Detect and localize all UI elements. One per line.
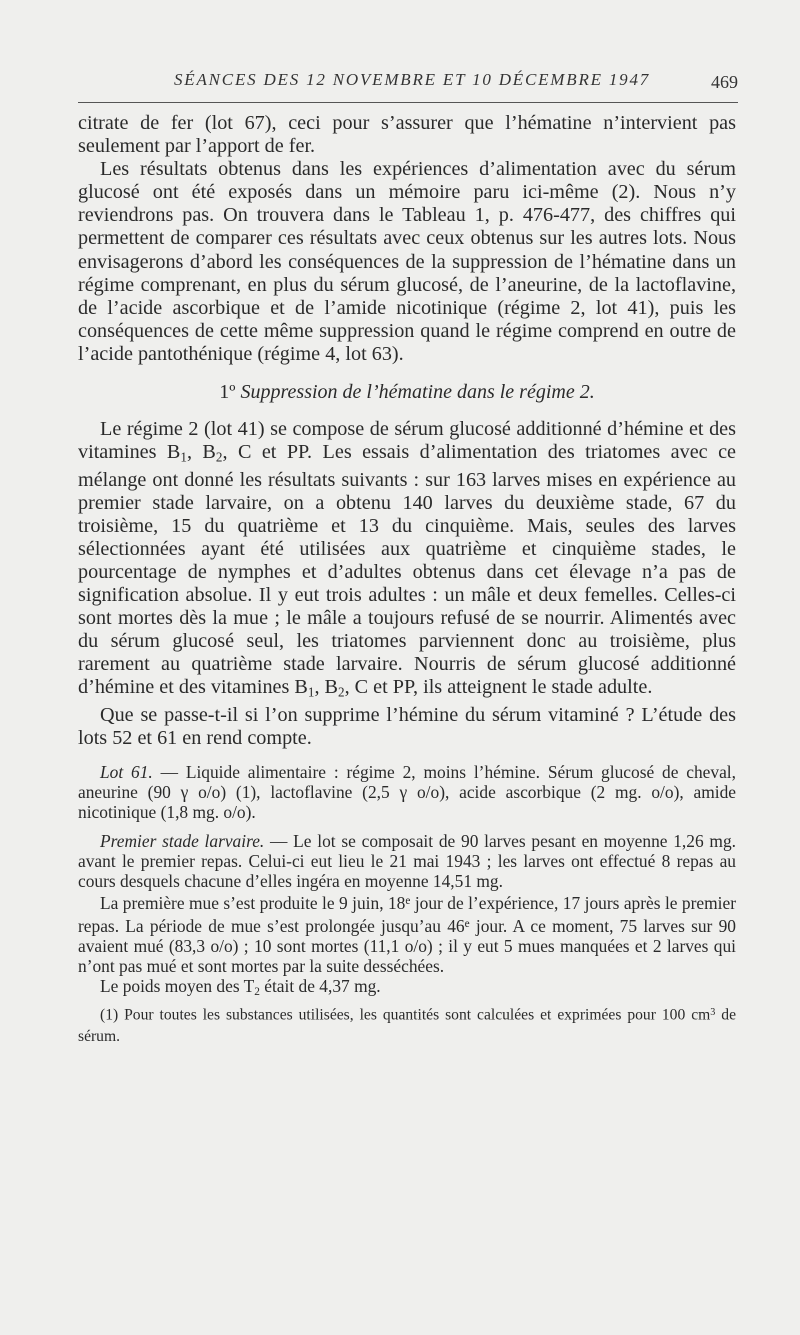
text-span: , B bbox=[186, 441, 216, 464]
superscript: e bbox=[464, 917, 470, 930]
page-number: 469 bbox=[711, 72, 738, 92]
main-text bbox=[78, 112, 736, 1047]
first-stage-paragraph bbox=[78, 831, 736, 892]
paragraph-regime-2 bbox=[78, 418, 736, 704]
lot-61-label: Lot 61. bbox=[100, 762, 153, 782]
section-title: Suppression de l’hématine dans le régime 2. bbox=[240, 381, 595, 404]
footnote bbox=[78, 1002, 736, 1047]
subscript: 2 bbox=[254, 986, 260, 998]
lot-61-description bbox=[78, 762, 736, 823]
first-stage-label: Premier stade larvaire. bbox=[100, 830, 265, 851]
text-span: de sérum. bbox=[78, 1006, 736, 1045]
superscript: 3 bbox=[710, 1007, 716, 1019]
text-span: , C et PP. Les essais d’alimentation des triatomes avec ce mélange ont donné les résultats suivants : sur 163 larves mises en expérience au premier stade larvaire, on a obtenu 140 larves du deuxième stade, 67 du troisième, 15 du quatrième et 13 du cinquième. Mais, seules des larves sélectionnées ayant été utilisées aux quatrième et cinquième stades, le pourcentage de nymphes et d’adultes obtenus dans cet élevage n’a pas de signification absolue. Il y eut trois adultes : un mâle et deux femelles. Celles-ci sont mortes dès la mue ; le mâle a toujours refusé de se nourrir. Alimentés avec du sérum glucosé seul, les triatomes parviennent donc au troisième, plus rarement au quatrième stade larvaire. Nourris de sérum glucosé additionné d’hémine et des vitamines B bbox=[78, 441, 736, 699]
molt-paragraph bbox=[78, 891, 736, 976]
subscript: 2 bbox=[338, 684, 345, 700]
subscript: 2 bbox=[215, 449, 223, 465]
paragraph-question: Que se passe-t-il si l’on supprime l’hémine du sérum vitaminé ? L’étude des lots 52 et 61 en rend compte. bbox=[78, 703, 736, 749]
text-span: , C et PP, ils atteignent le stade adulte. bbox=[344, 676, 653, 699]
text-span: était de 4,37 mg. bbox=[259, 976, 381, 997]
subscript: 1 bbox=[307, 684, 315, 700]
text-span: jour de l’expérience, 17 jours après le premier repas. La période de mue s’est prolongée jusqu’au 46 bbox=[78, 893, 736, 936]
text-span: La première mue s’est produite le 9 juin, 18 bbox=[100, 893, 406, 914]
text-span: — Le lot se composait de 90 larves pesant en moyenne 1,26 mg. avant le premier repas. Celui-ci eut lieu le 21 mai 1943 ; les larves ont effectué 8 repas au cours desquels chacune d’elles ingéra en moyenne 14,51 mg. bbox=[78, 830, 736, 892]
text-span: , B bbox=[314, 676, 338, 699]
section-number: 1º bbox=[219, 381, 236, 404]
header-title: SÉANCES DES 12 NOVEMBRE ET 10 DÉCEMBRE 1947 bbox=[174, 70, 651, 89]
text-span: (1) Pour toutes les substances utilisées, les quantités sont calculées et exprimées pour 100 cm bbox=[100, 1006, 711, 1024]
paragraph-continuation: citrate de fer (lot 67), ceci pour s’assurer que l’hématine n’intervient pas seulement par l’apport de fer. bbox=[78, 112, 736, 158]
superscript: e bbox=[405, 895, 411, 908]
paragraph-results: Les résultats obtenus dans les expériences d’alimentation avec du sérum glucosé ont été exposés dans un mémoire paru ici-même (2). Nous n’y reviendrons pas. On trouvera dans le Tableau 1, p. 476-477, des chiffres qui permettent de comparer ces résultats avec ceux obtenus sur les autres lots. Nous envisagerons d’abord les conséquences de la suppression de l’hématine dans un régime comprenant, en plus du sérum glucosé, de l’aneurine, de la lactoflavine, de l’acide ascorbique et de l’amide nicotinique (régime 2, lot 41), puis les conséquences de cette même suppression quand le régime comprend en outre de l’acide pantothénique (régime 4, lot 63). bbox=[78, 158, 736, 365]
text-span: Le poids moyen des T bbox=[100, 976, 255, 997]
text-span: jour. A ce moment, 75 larves sur 90 avaient mué (83,3 o/o) ; 10 sont mortes (11,1 o/o) ; il y eut 5 mues manquées et 2 larves qui n’ont pas mué et sont mortes par la suite desséchées. bbox=[78, 915, 736, 976]
running-header bbox=[78, 62, 738, 103]
lot-61-section bbox=[78, 762, 736, 1002]
text-span: Le régime 2 (lot 41) se compose de sérum glucosé additionné d’hémine et des vitamines B bbox=[78, 418, 736, 464]
text-span: — Liquide alimentaire : régime 2, moins l’hémine. Sérum glucosé de cheval, aneurine (90 γ o/o) (1), lactoflavine (2,5 γ o/o), acide ascorbique (2 mg. o/o), amide nicotinique (1,8 mg. o/o). bbox=[78, 762, 736, 823]
weight-paragraph bbox=[78, 976, 736, 1002]
subscript: 1 bbox=[180, 449, 187, 465]
section-heading bbox=[78, 381, 736, 404]
